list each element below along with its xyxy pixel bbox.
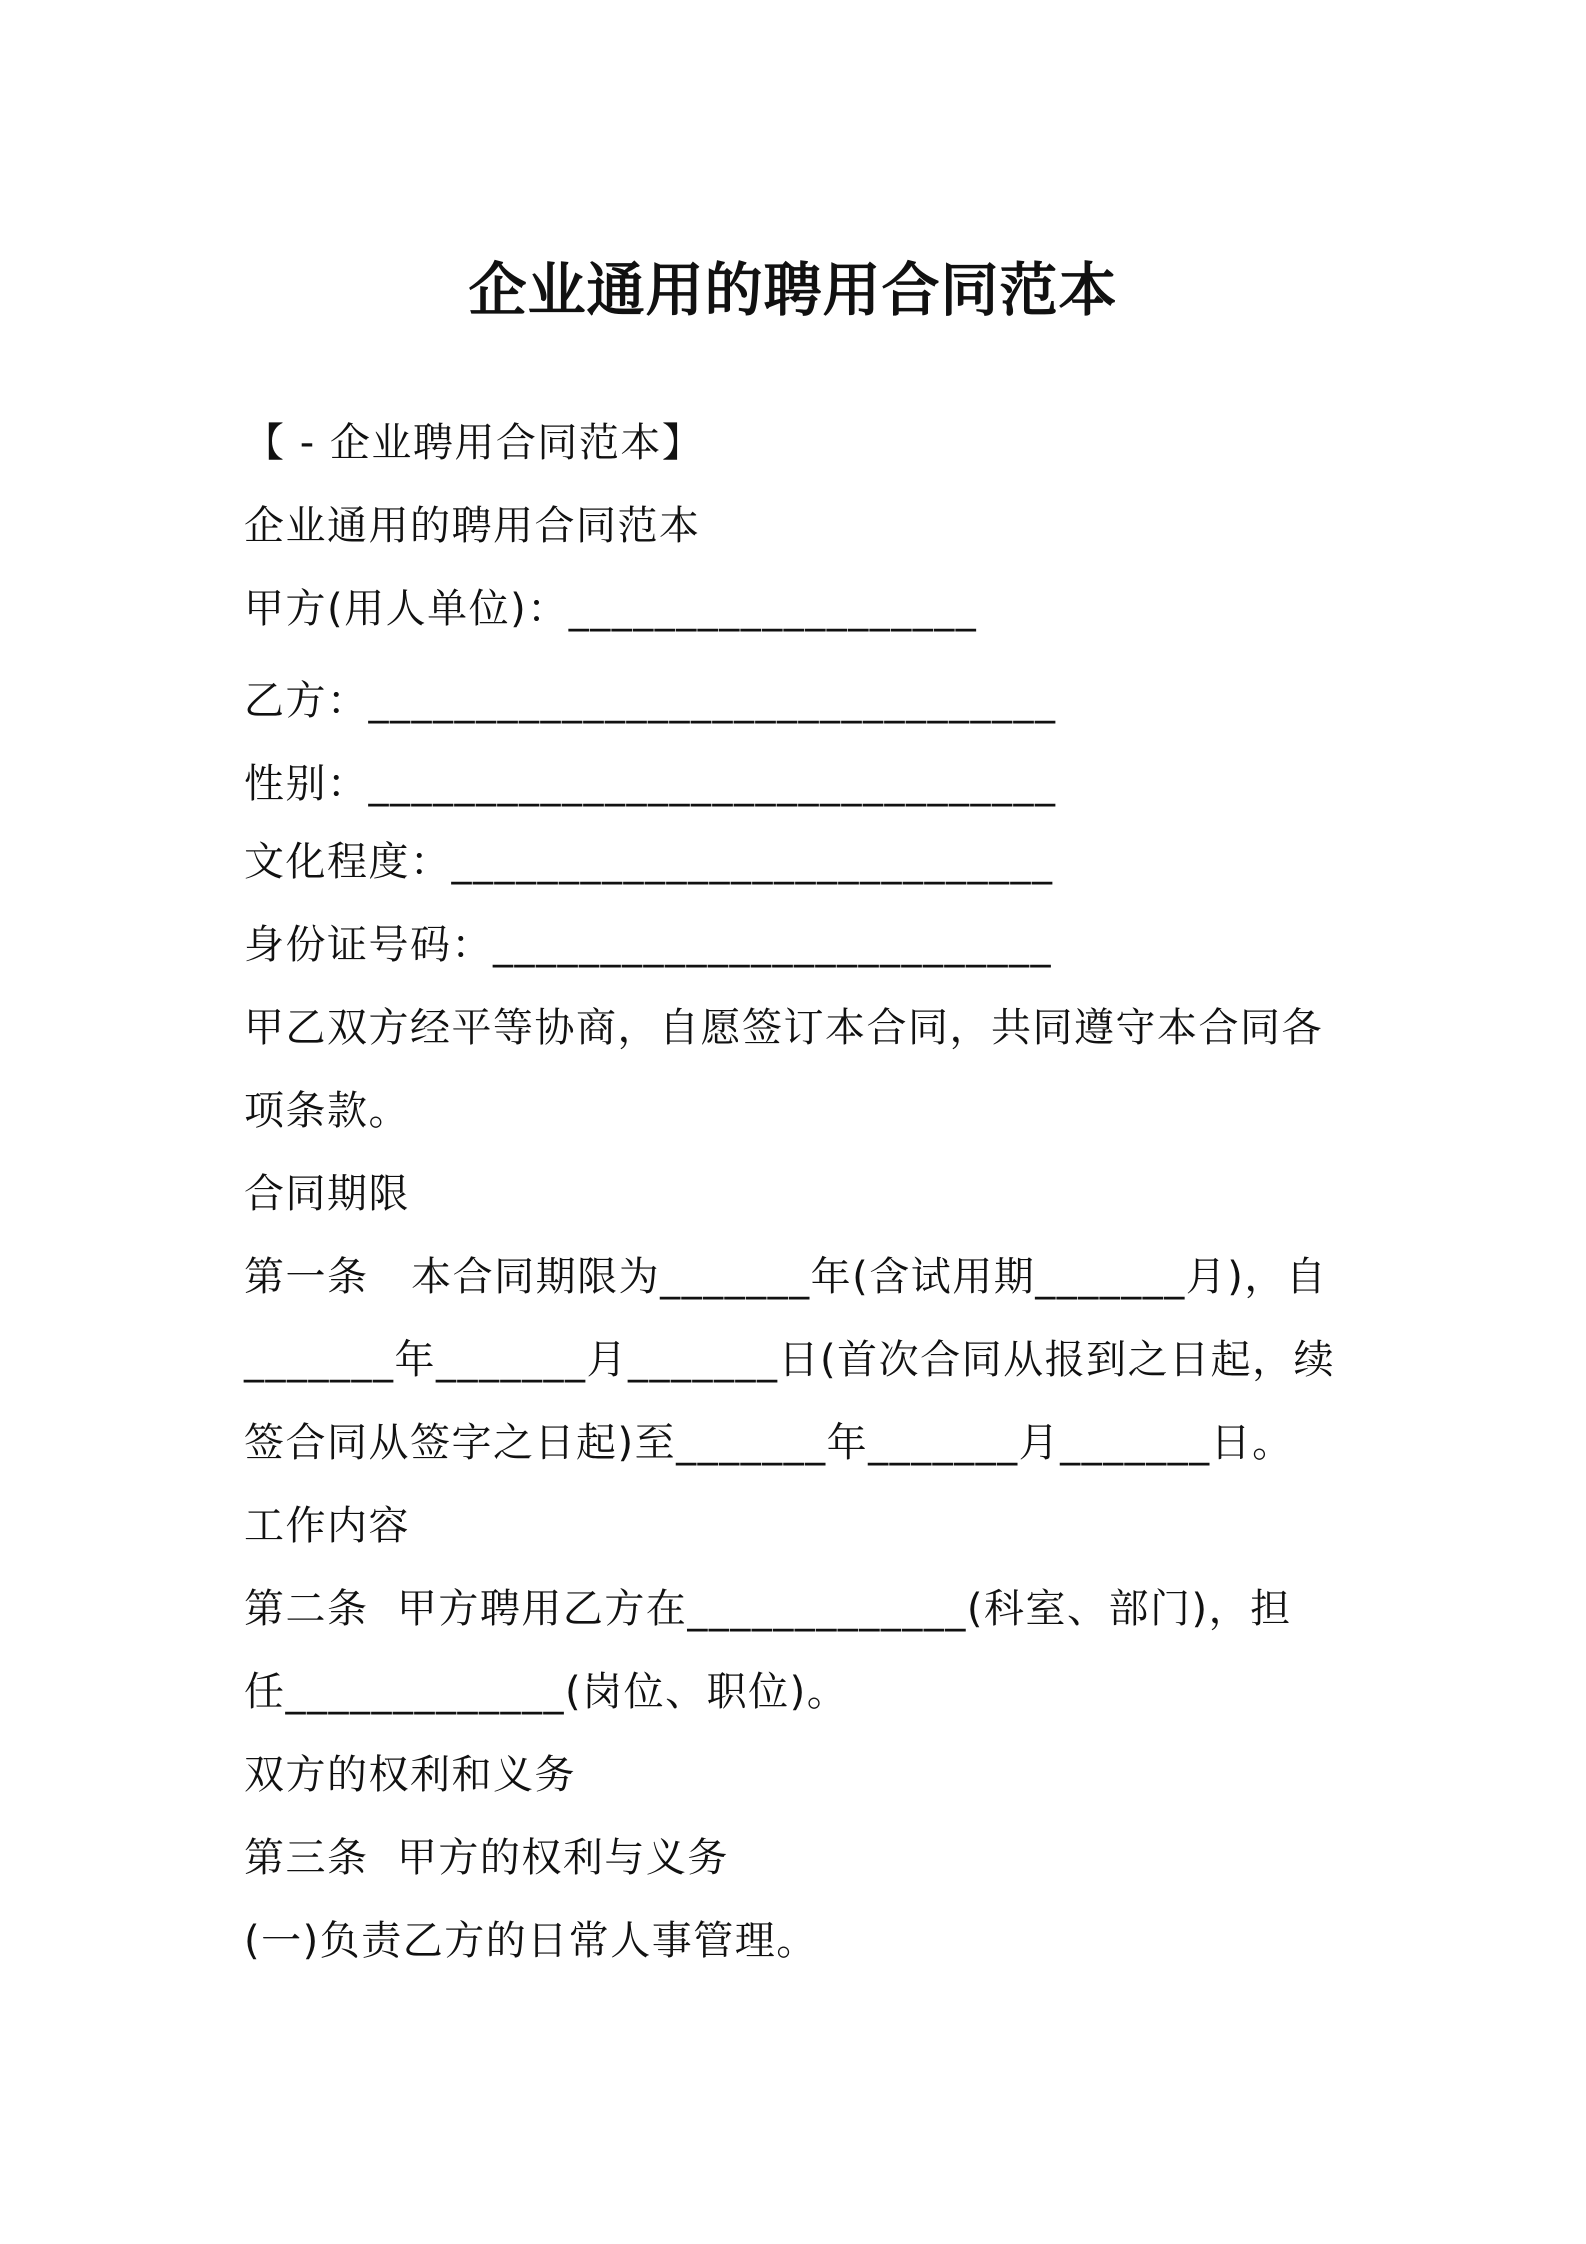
contract-name-line: 企业通用的聘用合同范本 bbox=[244, 503, 701, 549]
id-number-line: 身份证号码：__________________________ bbox=[244, 922, 1052, 968]
section-heading-work: 工作内容 bbox=[244, 1503, 410, 1549]
article-1-line-1: 第一条 本合同期限为_______年(含试用期_______月)，自 bbox=[244, 1254, 1328, 1300]
section-heading-rights: 双方的权利和义务 bbox=[244, 1752, 576, 1798]
agreement-paragraph-line-2: 项条款。 bbox=[244, 1088, 410, 1134]
article-1-line-3: 签合同从签字之日起)至_______年_______月_______日。 bbox=[244, 1420, 1294, 1466]
education-line: 文化程度：____________________________ bbox=[244, 839, 1054, 885]
article-2-line-1: 第二条 甲方聘用乙方在_____________(科室、部门)，担 bbox=[244, 1586, 1292, 1632]
article-2-line-2: 任_____________(岗位、职位)。 bbox=[244, 1669, 849, 1715]
agreement-paragraph-line-1: 甲乙双方经平等协商，自愿签订本合同，共同遵守本合同各 bbox=[244, 1005, 1323, 1051]
gender-line: 性别：________________________________ bbox=[244, 761, 1057, 807]
party-b-line: 乙方：________________________________ bbox=[244, 678, 1057, 724]
article-1-line-2: _______年_______月_______日(首次合同从报到之日起，续 bbox=[244, 1337, 1336, 1383]
article-3-item-1: (一)负责乙方的日常人事管理。 bbox=[244, 1918, 818, 1964]
section-heading-term: 合同期限 bbox=[244, 1171, 410, 1217]
document-title: 企业通用的聘用合同范本 bbox=[468, 256, 1118, 324]
article-3-heading: 第三条 甲方的权利与义务 bbox=[244, 1835, 729, 1881]
subtitle-bracket: 【 - 企业聘用合同范本】 bbox=[244, 420, 704, 466]
party-a-line: 甲方(用人单位)：___________________ bbox=[244, 586, 978, 632]
